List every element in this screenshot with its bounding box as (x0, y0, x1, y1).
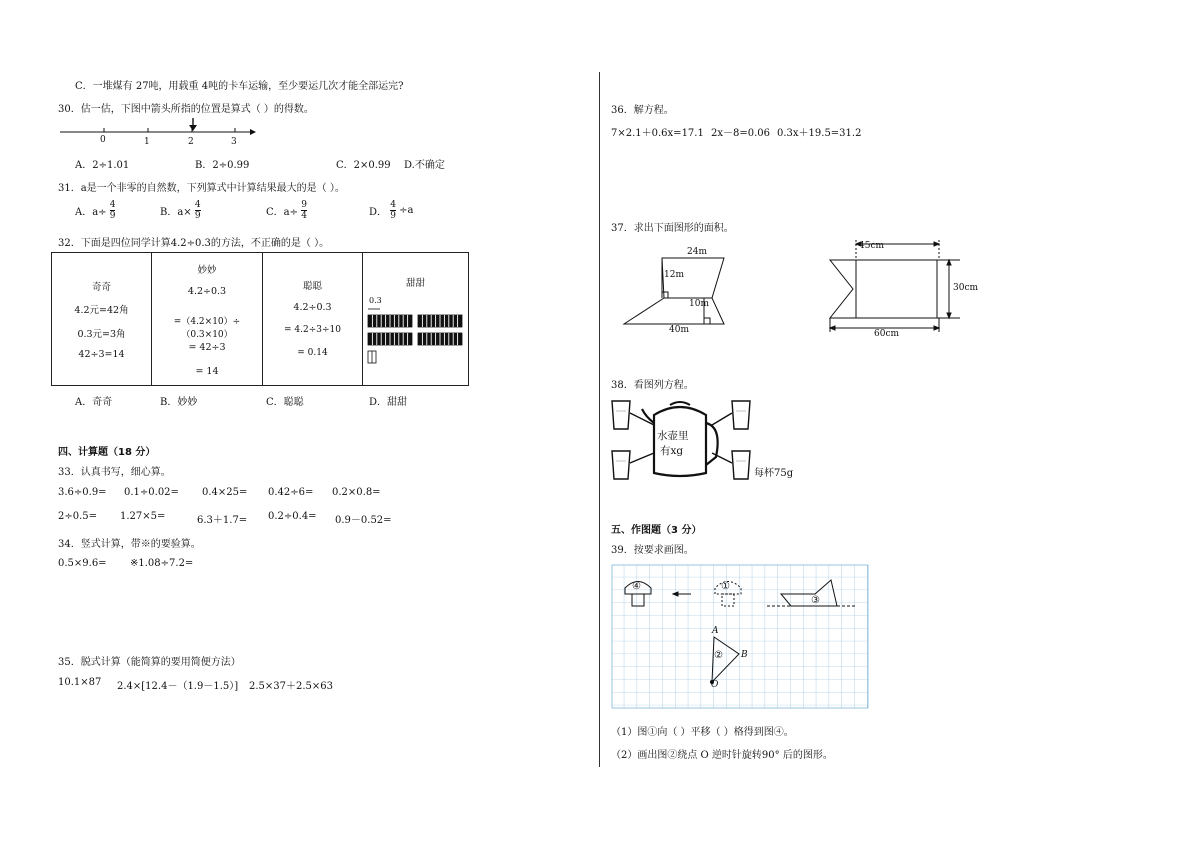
cell-qiqi: 奇奇 4.2元=42角 0.3元=3角 42÷3=14 (52, 253, 152, 386)
q35-item: 2.4×[12.4－（1.9－1.5）] (117, 681, 239, 692)
question-33-text: 33．认真书写，细心算。 (58, 467, 171, 478)
notched-figure (825, 238, 965, 338)
cell-congcong: 聪聪 4.2÷0.3 = 4.2÷3÷10 = 0.14 (263, 253, 363, 386)
q32-option-c: C．聪聪 (266, 397, 304, 408)
q31-option-c: C．a÷ $\frac{9}{4}$ (266, 200, 307, 221)
q31-option-d: D． $\frac{4}{9}$ ÷a (369, 200, 414, 221)
cup-icon (732, 401, 750, 429)
fig1-top-label: 24m (687, 247, 707, 257)
q30-option-c: C．2×0.99 (336, 160, 391, 171)
cell-tiantian: 甜甜 0.3 (363, 253, 469, 386)
q32-option-a: A．奇奇 (75, 397, 113, 408)
question-39-text: 39．按要求画图。 (611, 545, 694, 556)
q33-item: 0.9－0.52= (335, 515, 392, 526)
tick-0: 0 (100, 135, 106, 145)
q31-option-b: B．a× $\frac{4}{9}$ (160, 200, 201, 221)
question-38-text: 38．看图列方程。 (611, 380, 694, 391)
fig1-bottom-label: 40m (669, 325, 689, 335)
q33-item: 0.1÷0.02= (124, 487, 179, 498)
q30-option-b: B．2÷0.99 (195, 160, 250, 171)
q36-item: 7×2.1＋0.6x=17.1 (611, 128, 704, 139)
q33-item: 3.6÷0.9= (58, 487, 107, 498)
q33-item: 0.42÷6= (268, 487, 314, 498)
question-32-text: 32．下面是四位同学计算4.2÷0.3的方法，不正确的是（ ）。 (58, 238, 330, 249)
q34-item: ※1.08÷7.2= (130, 558, 194, 569)
shape-2-label: ② (714, 650, 723, 661)
tick-1: 1 (144, 137, 150, 147)
section-4-heading: 四、计算题（18 分） (58, 447, 156, 458)
q34-item: 0.5×9.6= (58, 558, 107, 569)
question-34-text: 34．竖式计算，带※的要验算。 (58, 539, 201, 550)
q35-item: 2.5×37＋2.5×63 (249, 681, 334, 692)
q35-item: 10.1×87 (58, 677, 102, 688)
point-o-label: O (711, 680, 719, 690)
fig1-height2-label: 10m (689, 299, 709, 309)
question-37-text: 37．求出下面图形的面积。 (611, 223, 734, 234)
q33-item: 0.2×0.8= (332, 487, 381, 498)
q33-item: 1.27×5= (120, 511, 166, 522)
question-36-text: 36．解方程。 (611, 105, 674, 116)
tick-3: 3 (231, 137, 237, 147)
drawing-grid (611, 564, 871, 710)
q32-option-d: D．甜甜 (369, 397, 408, 408)
cup-icon (612, 451, 630, 479)
q33-item: 6.3＋1.7= (197, 515, 248, 526)
q36-item: 0.3x＋19.5=31.2 (777, 128, 862, 139)
question-29-option-c: C．一堆煤有 27吨，用载重 4吨的卡车运输，至少要运几次才能全部运完? (75, 81, 404, 92)
number-line (58, 118, 258, 148)
q33-item: 0.2÷0.4= (268, 511, 317, 522)
question-30-text: 30．估一估，下图中箭头所指的位置是算式（ ）的得数。 (58, 104, 314, 115)
kettle-label-line1: 水壶里 (657, 430, 689, 442)
shape-3-label: ③ (811, 595, 820, 606)
q33-item: 0.4×25= (202, 487, 248, 498)
q32-methods-table (51, 252, 469, 386)
q36-item: 2x－8=0.06 (711, 128, 771, 139)
cup-icon (612, 401, 630, 429)
kettle-label-line2: 有xg (660, 445, 684, 457)
decimal-grid-diagram (367, 305, 467, 367)
q39-subquestion-2: （2）画出图②绕点 O 逆时针旋转90° 后的图形。 (611, 750, 833, 761)
fig2-top-label: 45cm (859, 241, 885, 251)
section-5-heading: 五、作图题（3 分） (611, 525, 702, 536)
q31-option-a: A．a÷ $\frac{4}{9}$ (75, 200, 116, 221)
shape-4-label: ④ (632, 581, 641, 592)
question-35-text: 35．脱式计算（能简算的要用简便方法） (58, 657, 241, 668)
q30-option-a: A．2÷1.01 (75, 160, 130, 171)
shape-1-label: ① (721, 581, 730, 592)
cup-icon (732, 451, 750, 479)
column-divider (599, 72, 600, 767)
point-b-label: B (741, 650, 748, 660)
fig2-bottom-label: 60cm (874, 329, 900, 339)
q33-item: 2÷0.5= (58, 511, 98, 522)
fig1-height1-label: 12m (664, 270, 684, 280)
q32-option-b: B．妙妙 (160, 397, 198, 408)
tick-2: 2 (188, 137, 194, 147)
fig2-right-label: 30cm (953, 283, 979, 293)
q30-option-d: D.不确定 (404, 160, 445, 171)
question-31-text: 31．a是一个非零的自然数，下列算式中计算结果最大的是（ ）。 (58, 183, 345, 194)
cup-weight-label: 每杯75g (754, 468, 794, 479)
q39-subquestion-1: （1）图①向（ ）平移（ ）格得到图④。 (611, 727, 794, 738)
cell-miaomiao: 妙妙 4.2÷0.3 =（4.2×10）÷（0.3×10） = 42÷3 = 14 (152, 253, 263, 386)
point-a-label: A (712, 626, 719, 636)
